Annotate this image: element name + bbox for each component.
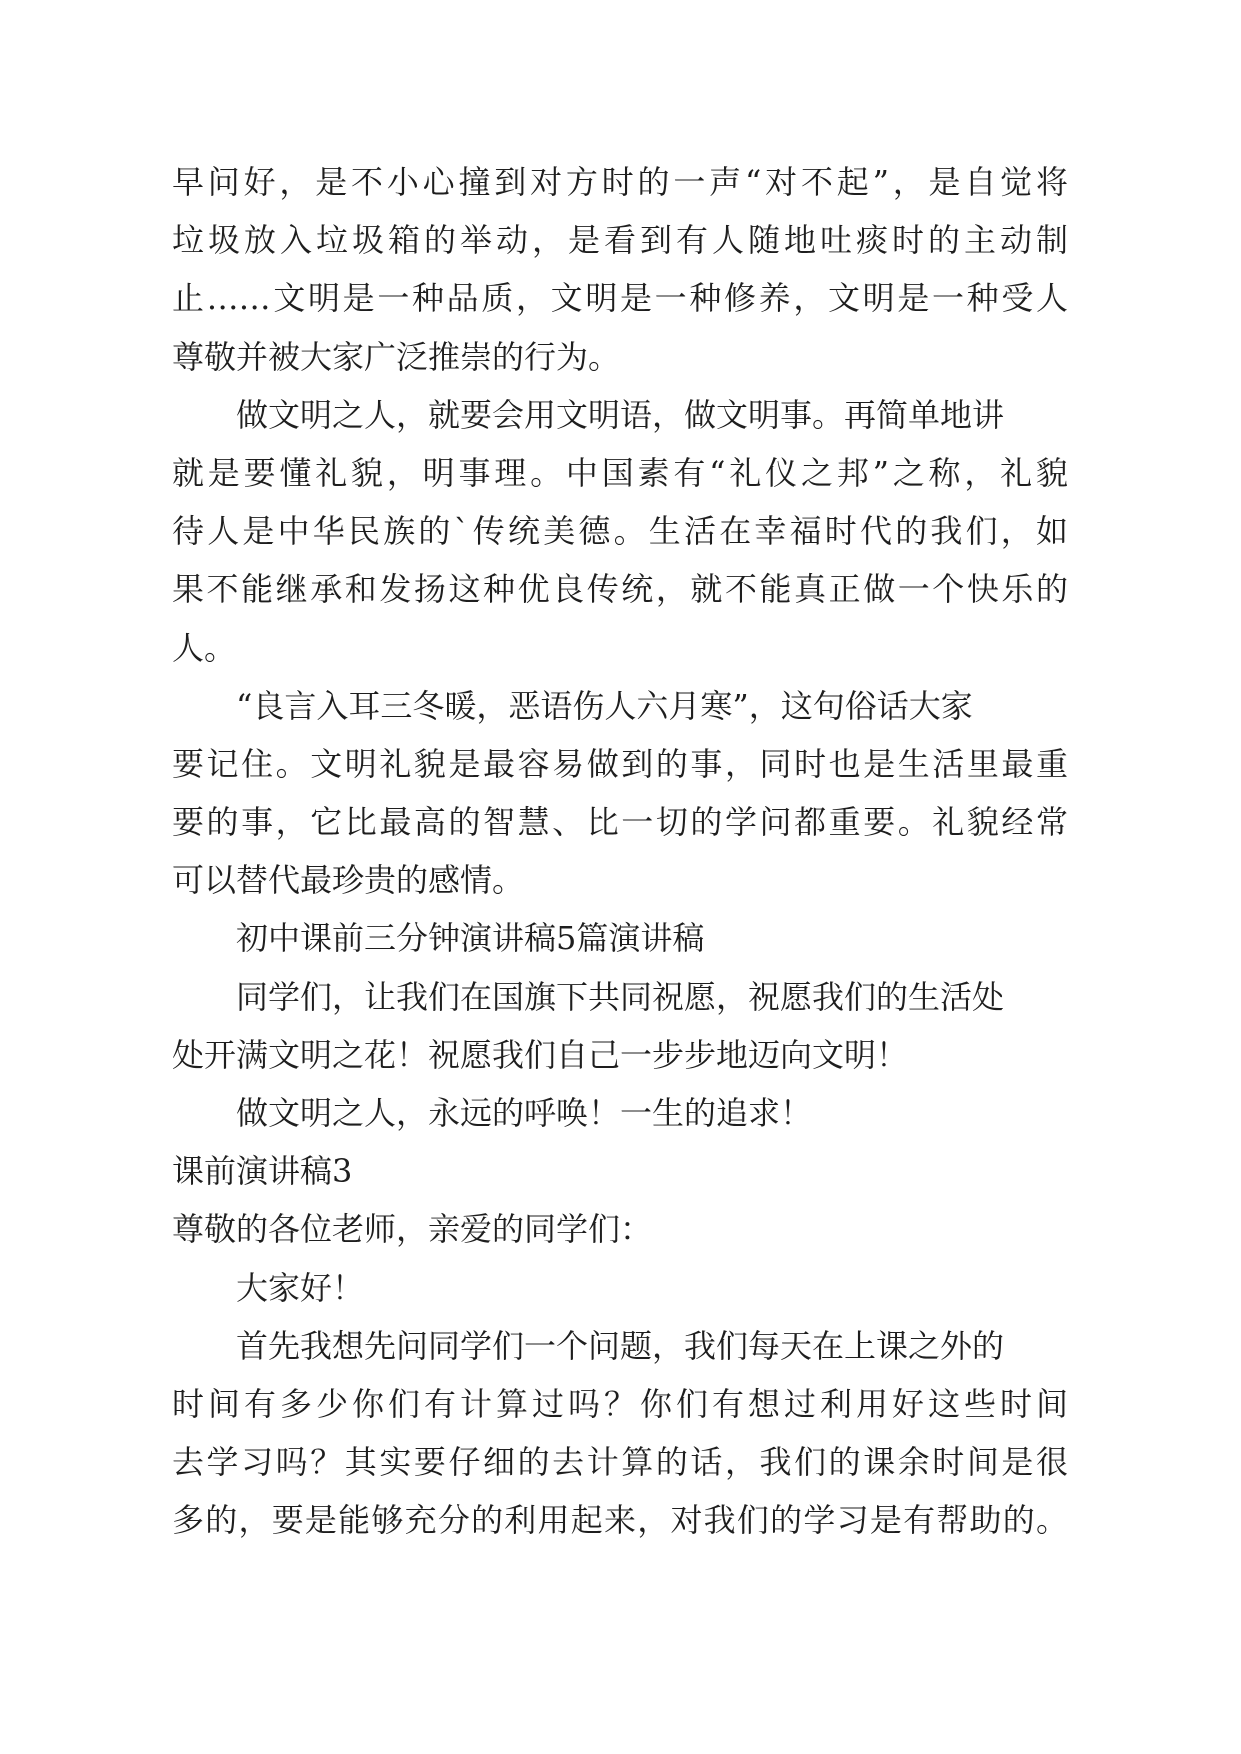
text-line: 待人是中华民族的`传统美德。生活在幸福时代的我们，如 xyxy=(172,512,1068,551)
text-line: 同学们，让我们在国旗下共同祝愿，祝愿我们的生活处 xyxy=(236,977,1005,1016)
text-line: 就是要懂礼貌，明事理。中国素有“礼仪之邦”之称，礼貌 xyxy=(172,453,1068,492)
text-line: 首先我想先问同学们一个问题，我们每天在上课之外的 xyxy=(236,1326,1005,1365)
text-line: 做文明之人，永远的呼唤！一生的追求！ xyxy=(236,1094,813,1132)
section-title: 课前演讲稿3 xyxy=(172,1152,353,1191)
document-body xyxy=(172,153,1068,1550)
text-line: 果不能继承和发扬这种优良传统，就不能真正做一个快乐的 xyxy=(172,570,1068,609)
text-line: 早问好，是不小心撞到对方时的一声“对不起”，是自觉将 xyxy=(172,163,1068,201)
text-line: 去学习吗？其实要仔细的去计算的话，我们的课余时间是很 xyxy=(172,1443,1068,1482)
text-line: 做文明之人，就要会用文明语，做文明事。再简单地讲 xyxy=(236,395,1005,434)
text-line: 垃圾放入垃圾箱的举动，是看到有人随地吐痰时的主动制 xyxy=(172,221,1068,260)
text-line: 大家好！ xyxy=(236,1268,365,1307)
text-line: 止……文明是一种品质，文明是一种修养，文明是一种受人 xyxy=(172,279,1068,318)
text-line: 处开满文明之花！祝愿我们自己一步步地迈向文明！ xyxy=(172,1035,909,1074)
text-line: 多的，要是能够充分的利用起来，对我们的学习是有帮助的。 xyxy=(172,1501,1068,1540)
paragraph-greeting xyxy=(172,1259,1068,1317)
text-line: 可以替代最珍贵的感情。 xyxy=(172,861,525,900)
text-line: “良言入耳三冬暖，恶语伤人六月寒”，这句俗话大家 xyxy=(236,686,973,725)
text-line: 初中课前三分钟演讲稿5篇演讲稿 xyxy=(236,919,705,958)
paragraph-be-civilized xyxy=(172,386,1068,677)
text-line: 人。 xyxy=(172,628,237,667)
speech-3-section xyxy=(172,1142,1068,1549)
text-line: 要记住。文明礼貌是最容易做到的事，同时也是生活里最重 xyxy=(172,744,1068,783)
paragraph-civility-definition xyxy=(172,153,1068,386)
salutation: 尊敬的各位老师，亲爱的同学们： xyxy=(172,1210,653,1249)
paragraph-closing xyxy=(172,1084,1068,1142)
paragraph-inline-title xyxy=(172,909,1068,967)
paragraph-wish xyxy=(172,968,1068,1084)
paragraph-proverb xyxy=(172,677,1068,910)
paragraph-spare-time xyxy=(172,1317,1068,1550)
text-line: 时间有多少你们有计算过吗？你们有想过利用好这些时间 xyxy=(172,1384,1068,1423)
text-line: 要的事，它比最高的智慧、比一切的学问都重要。礼貌经常 xyxy=(172,803,1068,842)
text-line: 尊敬并被大家广泛推崇的行为。 xyxy=(172,337,621,376)
